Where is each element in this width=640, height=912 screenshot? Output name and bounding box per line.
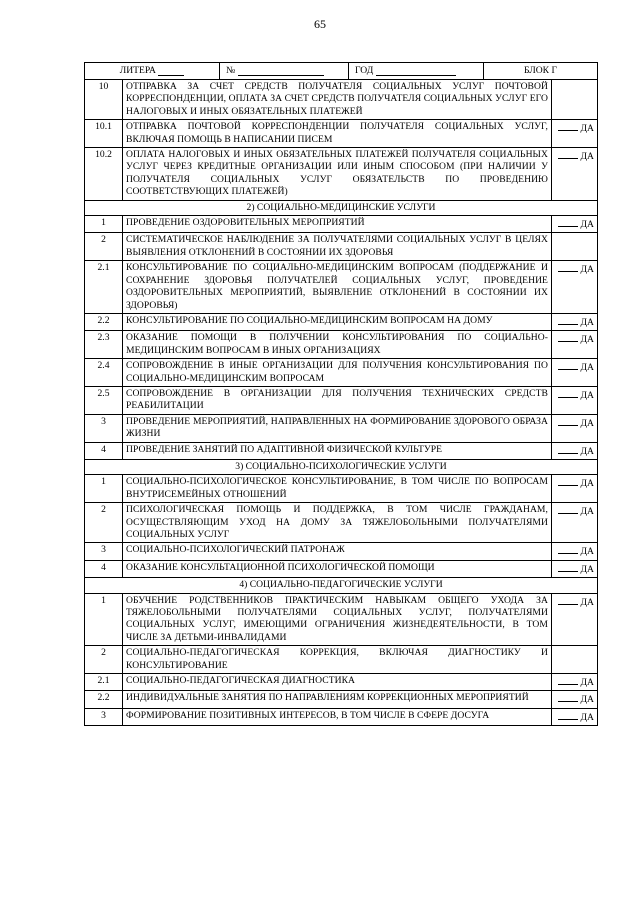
- table-row: [85, 359, 598, 387]
- service-description: ПРОВЕДЕНИЕ ОЗДОРОВИТЕЛЬНЫХ МЕРОПРИЯТИЙ: [123, 216, 552, 233]
- answer-blank[interactable]: [558, 504, 578, 514]
- answer-cell: [551, 646, 597, 674]
- answer-blank[interactable]: [558, 476, 578, 486]
- answer-blank[interactable]: [558, 217, 578, 227]
- answer-yes-label: ДА: [580, 334, 594, 346]
- answer-blank[interactable]: [558, 595, 578, 605]
- service-description: ПСИХОЛОГИЧЕСКАЯ ПОМОЩЬ И ПОДДЕРЖКА, В ТОМ ЧИСЛЕ ГРАЖДАНАМ, ОСУЩЕСТВЛЯЮЩИМ УХОД НА ДОМУ ЗА ТЯЖЕЛОБОЛЬНЫМИ ПОЛУЧАТЕЛЯМИ СОЦИАЛЬНЫХ УСЛУГ: [123, 503, 552, 543]
- form-header-row: [85, 63, 598, 80]
- table-row: [85, 120, 598, 148]
- row-number: 2.2: [85, 691, 123, 708]
- row-number: 3: [85, 708, 123, 725]
- table-row: [85, 593, 598, 646]
- answer-yes-label: ДА: [580, 711, 594, 723]
- table-row: [85, 313, 598, 330]
- answer-cell[interactable]: [551, 503, 597, 543]
- row-number: 2.3: [85, 331, 123, 359]
- answer-cell[interactable]: [551, 386, 597, 414]
- answer-blank[interactable]: [558, 388, 578, 398]
- service-description: СОЦИАЛЬНО-ПСИХОЛОГИЧЕСКИЙ ПАТРОНАЖ: [123, 543, 552, 560]
- answer-blank[interactable]: [558, 416, 578, 426]
- service-description: ОКАЗАНИЕ ПОМОЩИ В ПОЛУЧЕНИИ КОНСУЛЬТИРОВАНИЯ ПО СОЦИАЛЬНО-МЕДИЦИНСКИМ ВОПРОСАМ В ИНЫХ ОРГАНИЗАЦИЯХ: [123, 331, 552, 359]
- section-header-row: [85, 459, 598, 474]
- answer-cell[interactable]: [551, 708, 597, 725]
- table-row: [85, 414, 598, 442]
- answer-blank[interactable]: [558, 332, 578, 342]
- answer-blank[interactable]: [558, 149, 578, 159]
- table-row: [85, 708, 598, 725]
- row-number: 2: [85, 646, 123, 674]
- answer-cell[interactable]: [551, 261, 597, 314]
- answer-blank[interactable]: [558, 360, 578, 370]
- answer-blank[interactable]: [558, 675, 578, 685]
- section-title: 3) СОЦИАЛЬНО-ПСИХОЛОГИЧЕСКИЕ УСЛУГИ: [85, 459, 598, 474]
- table-row: [85, 216, 598, 233]
- answer-cell[interactable]: [551, 543, 597, 560]
- answer-cell: [551, 233, 597, 261]
- service-description: СОЦИАЛЬНО-ПСИХОЛОГИЧЕСКОЕ КОНСУЛЬТИРОВАНИЕ, В ТОМ ЧИСЛЕ ПО ВОПРОСАМ ВНУТРИСЕМЕЙНЫХ ОТНОШЕНИЙ: [123, 475, 552, 503]
- answer-yes-label: ДА: [580, 694, 594, 706]
- litera-field[interactable]: [85, 63, 220, 79]
- service-description: ИНДИВИДУАЛЬНЫЕ ЗАНЯТИЯ ПО НАПРАВЛЕНИЯМ КОРРЕКЦИОННЫХ МЕРОПРИЯТИЙ: [123, 691, 552, 708]
- answer-yes-label: ДА: [580, 417, 594, 429]
- answer-cell[interactable]: [551, 674, 597, 691]
- service-description: СОПРОВОЖДЕНИЕ В ОРГАНИЗАЦИИ ДЛЯ ПОЛУЧЕНИЯ ТЕХНИЧЕСКИХ СРЕДСТВ РЕАБИЛИТАЦИИ: [123, 386, 552, 414]
- service-description: ОКАЗАНИЕ КОНСУЛЬТАЦИОННОЙ ПСИХОЛОГИЧЕСКОЙ ПОМОЩИ: [123, 560, 552, 577]
- answer-blank[interactable]: [558, 710, 578, 720]
- service-description: ОТПРАВКА ПОЧТОВОЙ КОРРЕСПОНДЕНЦИИ ПОЛУЧАТЕЛЯ СОЦИАЛЬНЫХ УСЛУГ, ВКЛЮЧАЯ ПОМОЩЬ В НАПИСАНИИ ПИСЕМ: [123, 120, 552, 148]
- row-number: 4: [85, 442, 123, 459]
- row-number: 1: [85, 475, 123, 503]
- answer-yes-label: ДА: [580, 151, 594, 163]
- section-header-row: [85, 578, 598, 593]
- service-description: ФОРМИРОВАНИЕ ПОЗИТИВНЫХ ИНТЕРЕСОВ, В ТОМ ЧИСЛЕ В СФЕРЕ ДОСУГА: [123, 708, 552, 725]
- table-row: [85, 261, 598, 314]
- answer-yes-label: ДА: [580, 316, 594, 328]
- answer-blank[interactable]: [558, 562, 578, 572]
- service-description: СОПРОВОЖДЕНИЕ В ИНЫЕ ОРГАНИЗАЦИИ ДЛЯ ПОЛУЧЕНИЯ КОНСУЛЬТИРОВАНИЯ ПО СОЦИАЛЬНО-МЕДИЦИНСКИМ ВОПРОСАМ: [123, 359, 552, 387]
- answer-cell[interactable]: [551, 313, 597, 330]
- table-row: [85, 691, 598, 708]
- block-field: [484, 63, 597, 79]
- answer-cell[interactable]: [551, 148, 597, 201]
- table-row: [85, 503, 598, 543]
- service-description: КОНСУЛЬТИРОВАНИЕ ПО СОЦИАЛЬНО-МЕДИЦИНСКИМ ВОПРОСАМ НА ДОМУ: [123, 313, 552, 330]
- row-number: 3: [85, 414, 123, 442]
- service-description: ОПЛАТА НАЛОГОВЫХ И ИНЫХ ОБЯЗАТЕЛЬНЫХ ПЛАТЕЖЕЙ ПОЛУЧАТЕЛЯ СОЦИАЛЬНЫХ УСЛУГ ЧЕРЕЗ КРЕДИТНЫЕ ОРГАНИЗАЦИИ ИЛИ ИНЫМ СПОСОБОМ (ПРИ НАЛИЧИИ У ПОЛУЧАТЕЛЯ СОЦИАЛЬНЫХ УСЛУГ ОБЯЗАТЕЛЬСТВ ПО ПРОВЕДЕНИЮ СООТВЕТСТВУЮЩИХ ПЛАТЕЖЕЙ): [123, 148, 552, 201]
- answer-cell[interactable]: [551, 560, 597, 577]
- block-label: БЛОК Г: [523, 64, 558, 76]
- service-description: СОЦИАЛЬНО-ПЕДАГОГИЧЕСКАЯ ДИАГНОСТИКА: [123, 674, 552, 691]
- answer-yes-label: ДА: [580, 563, 594, 575]
- row-number: 1: [85, 216, 123, 233]
- number-label: №: [226, 64, 236, 76]
- row-number: 2.5: [85, 386, 123, 414]
- service-description: СОЦИАЛЬНО-ПЕДАГОГИЧЕСКАЯ КОРРЕКЦИЯ, ВКЛЮЧАЯ ДИАГНОСТИКУ И КОНСУЛЬТИРОВАНИЕ: [123, 646, 552, 674]
- row-number: 3: [85, 543, 123, 560]
- answer-yes-label: ДА: [580, 445, 594, 457]
- answer-blank[interactable]: [558, 544, 578, 554]
- answer-cell[interactable]: [551, 120, 597, 148]
- table-row: [85, 386, 598, 414]
- section-title: 2) СОЦИАЛЬНО-МЕДИЦИНСКИЕ УСЛУГИ: [85, 200, 598, 215]
- services-table: [84, 62, 598, 726]
- service-description: ОТПРАВКА ЗА СЧЕТ СРЕДСТВ ПОЛУЧАТЕЛЯ СОЦИАЛЬНЫХ УСЛУГ ПОЧТОВОЙ КОРРЕСПОНДЕНЦИИ, ОПЛАТА ЗА СЧЕТ СРЕДСТВ ПОЛУЧАТЕЛЯ СОЦИАЛЬНЫХ УСЛУГ ЕГО НАЛОГОВЫХ И ИНЫХ ОБЯЗАТЕЛЬНЫХ ПЛАТЕЖЕЙ: [123, 80, 552, 120]
- row-number: 2.1: [85, 674, 123, 691]
- row-number: 4: [85, 560, 123, 577]
- year-field[interactable]: [349, 63, 484, 79]
- table-row: [85, 560, 598, 577]
- row-number: 2: [85, 503, 123, 543]
- table-row: [85, 148, 598, 201]
- service-description: ПРОВЕДЕНИЕ ЗАНЯТИЙ ПО АДАПТИВНОЙ ФИЗИЧЕСКОЙ КУЛЬТУРЕ: [123, 442, 552, 459]
- table-row: [85, 331, 598, 359]
- answer-cell: [551, 80, 597, 120]
- answer-yes-label: ДА: [580, 123, 594, 135]
- answer-blank[interactable]: [558, 262, 578, 272]
- table-row: [85, 674, 598, 691]
- row-number: 2.1: [85, 261, 123, 314]
- answer-yes-label: ДА: [580, 677, 594, 689]
- answer-yes-label: ДА: [580, 362, 594, 374]
- answer-yes-label: ДА: [580, 219, 594, 231]
- answer-blank[interactable]: [558, 315, 578, 325]
- answer-yes-label: ДА: [580, 506, 594, 518]
- table-row: [85, 80, 598, 120]
- table-row: [85, 475, 598, 503]
- row-number: 1: [85, 593, 123, 646]
- service-description: КОНСУЛЬТИРОВАНИЕ ПО СОЦИАЛЬНО-МЕДИЦИНСКИМ ВОПРОСАМ (ПОДДЕРЖАНИЕ И СОХРАНЕНИЕ ЗДОРОВЬЯ ПОЛУЧАТЕЛЕЙ СОЦИАЛЬНЫХ УСЛУГ, ПРОВЕДЕНИЕ ОЗДОРОВИТЕЛЬНЫХ МЕРОПРИЯТИЙ, ВЫЯВЛЕНИЕ ОТКЛОНЕНИЙ В СОСТОЯНИИ ИХ ЗДОРОВЬЯ): [123, 261, 552, 314]
- section-title: 4) СОЦИАЛЬНО-ПЕДАГОГИЧЕСКИЕ УСЛУГИ: [85, 578, 598, 593]
- answer-cell[interactable]: [551, 331, 597, 359]
- row-number: 10.1: [85, 120, 123, 148]
- number-field[interactable]: [220, 63, 349, 79]
- answer-blank[interactable]: [558, 692, 578, 702]
- answer-cell[interactable]: [551, 442, 597, 459]
- answer-yes-label: ДА: [580, 596, 594, 608]
- service-description: ОБУЧЕНИЕ РОДСТВЕННИКОВ ПРАКТИЧЕСКИМ НАВЫКАМ ОБЩЕГО УХОДА ЗА ТЯЖЕЛОБОЛЬНЫМИ ПОЛУЧАТЕЛЯМИ СОЦИАЛЬНЫХ УСЛУГ, ПОЛУЧАТЕЛЯМИ СОЦИАЛЬНЫХ УСЛУГ, ИМЕЮЩИМИ ОГРАНИЧЕНИЯ ЖИЗНЕДЕЯТЕЛЬНОСТИ, В ТОМ ЧИСЛЕ ЗА ДЕТЬМИ-ИНВАЛИДАМИ: [123, 593, 552, 646]
- row-number: 2: [85, 233, 123, 261]
- table-row: [85, 233, 598, 261]
- answer-cell[interactable]: [551, 359, 597, 387]
- litera-label: ЛИТЕРА: [119, 64, 156, 76]
- answer-yes-label: ДА: [580, 389, 594, 401]
- answer-cell[interactable]: [551, 216, 597, 233]
- row-number: 10: [85, 80, 123, 120]
- section-header-row: [85, 200, 598, 215]
- page-number: 65: [314, 17, 326, 31]
- row-number: 2.4: [85, 359, 123, 387]
- year-label: ГОД: [355, 64, 374, 76]
- answer-blank[interactable]: [558, 444, 578, 454]
- answer-cell[interactable]: [551, 691, 597, 708]
- table-row: [85, 442, 598, 459]
- answer-yes-label: ДА: [580, 264, 594, 276]
- answer-yes-label: ДА: [580, 546, 594, 558]
- answer-yes-label: ДА: [580, 478, 594, 490]
- answer-cell[interactable]: [551, 414, 597, 442]
- answer-cell[interactable]: [551, 475, 597, 503]
- table-row: [85, 543, 598, 560]
- answer-cell[interactable]: [551, 593, 597, 646]
- table-row: [85, 646, 598, 674]
- answer-blank[interactable]: [558, 121, 578, 131]
- row-number: 10.2: [85, 148, 123, 201]
- service-description: ПРОВЕДЕНИЕ МЕРОПРИЯТИЙ, НАПРАВЛЕННЫХ НА ФОРМИРОВАНИЕ ЗДОРОВОГО ОБРАЗА ЖИЗНИ: [123, 414, 552, 442]
- service-description: СИСТЕМАТИЧЕСКОЕ НАБЛЮДЕНИЕ ЗА ПОЛУЧАТЕЛЯМИ СОЦИАЛЬНЫХ УСЛУГ В ЦЕЛЯХ ВЫЯВЛЕНИЯ ОТКЛОНЕНИЙ В СОСТОЯНИИ ИХ ЗДОРОВЬЯ: [123, 233, 552, 261]
- row-number: 2.2: [85, 313, 123, 330]
